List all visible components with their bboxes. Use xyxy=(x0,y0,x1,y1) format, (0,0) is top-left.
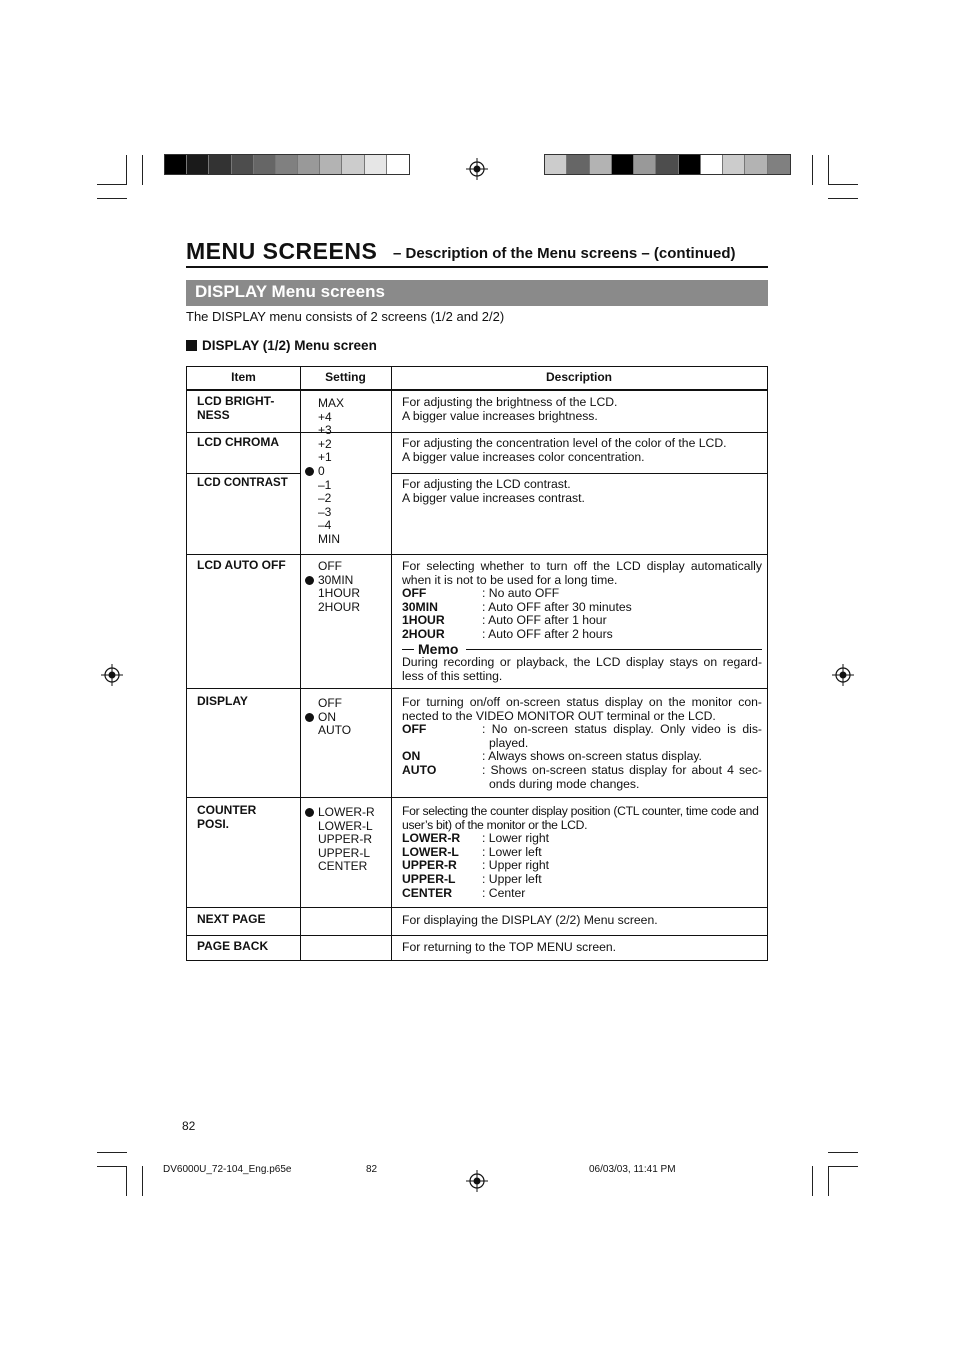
setting-option: –1 xyxy=(318,477,332,492)
row-divider xyxy=(391,473,767,474)
setting-option: –2 xyxy=(318,491,332,506)
auto-off-options xyxy=(402,587,762,641)
settings-table xyxy=(186,366,768,961)
row-divider xyxy=(187,432,391,433)
intro-text: The DISPLAY menu consists of 2 screens (1/2 and 2/2) xyxy=(186,309,505,324)
color-calibration-bar-left xyxy=(164,154,410,175)
setting-options-display xyxy=(301,697,351,738)
counter-description xyxy=(402,805,762,900)
table-row-description: For adjusting the concentration level of the color of the LCD. A bigger value increases color concentration. xyxy=(402,436,727,464)
color-swatch xyxy=(590,155,612,174)
registration-target-icon xyxy=(466,158,488,180)
color-swatch xyxy=(723,155,745,174)
setting-options-auto-off xyxy=(301,560,360,614)
color-swatch xyxy=(768,155,790,174)
option-row: 30MIN : Auto OFF after 30 minutes xyxy=(402,599,632,614)
crop-mark xyxy=(812,1166,813,1196)
color-swatch xyxy=(254,155,276,174)
header-description: Description xyxy=(545,370,612,384)
color-swatch xyxy=(298,155,320,174)
setting-option: 0 xyxy=(301,465,344,479)
color-swatch xyxy=(634,155,656,174)
table-row-description: For adjusting the LCD contrast. A bigger value increases contrast. xyxy=(402,477,585,505)
setting-option: +1 xyxy=(318,450,332,465)
crop-mark xyxy=(126,155,127,185)
color-swatch xyxy=(209,155,231,174)
option-row: 2HOUR : Auto OFF after 2 hours xyxy=(402,626,613,641)
table-row-item: LCD CONTRAST xyxy=(197,477,288,489)
auto-off-description xyxy=(402,560,762,683)
option-row: AUTO : Shows on-screen status display for about 4 sec-onds during mode changes. xyxy=(402,762,762,791)
subheading-text: DISPLAY (1/2) Menu screen xyxy=(202,338,377,353)
setting-option: 30MIN xyxy=(301,574,360,588)
option-row: ON : Always shows on-screen status display. xyxy=(402,749,702,764)
table-row-description: For returning to the TOP MENU screen. xyxy=(402,940,617,954)
default-dot-icon xyxy=(305,467,314,476)
crop-mark xyxy=(812,155,813,185)
row-divider xyxy=(187,797,767,798)
crop-mark xyxy=(97,1152,127,1153)
setting-option: +3 xyxy=(318,423,332,438)
setting-option: +2 xyxy=(318,436,332,451)
display-options xyxy=(402,723,762,791)
option-row: UPPER-R : Upper right xyxy=(402,858,550,873)
table-row-item: DISPLAY xyxy=(197,694,248,708)
table-row-item: NEXT PAGE xyxy=(197,912,266,926)
crop-mark xyxy=(97,198,127,199)
color-calibration-bar-right xyxy=(544,154,791,175)
header-item: Item xyxy=(231,370,256,384)
setting-options-lcd xyxy=(301,397,344,547)
crop-mark xyxy=(828,1166,829,1196)
setting-option: –4 xyxy=(318,518,332,533)
page-number: 82 xyxy=(182,1119,196,1133)
table-row-item: LCD AUTO OFF xyxy=(197,558,286,572)
memo-text: During recording or playback, the LCD display stays on regard-less of this setting. xyxy=(402,655,762,683)
setting-option: 2HOUR xyxy=(318,599,361,614)
setting-option: 1HOUR xyxy=(318,586,361,601)
footer-date: 06/03/03, 11:41 PM xyxy=(589,1164,676,1175)
color-swatch xyxy=(165,155,187,174)
crop-mark xyxy=(97,1166,127,1167)
crop-mark xyxy=(97,184,127,185)
color-swatch xyxy=(701,155,723,174)
header-divider xyxy=(187,389,767,391)
setting-option: MAX xyxy=(318,396,345,410)
crop-mark xyxy=(126,1166,127,1196)
default-dot-icon xyxy=(305,713,314,722)
crop-mark xyxy=(142,1166,143,1196)
color-swatch xyxy=(387,155,409,174)
square-bullet-icon xyxy=(186,340,197,351)
setting-option: UPPER-R xyxy=(318,832,373,847)
table-row-description: For displaying the DISPLAY (2/2) Menu screen. xyxy=(402,913,658,927)
option-row: UPPER-L : Upper left xyxy=(402,871,542,886)
row-divider xyxy=(187,935,767,936)
footer-page: 82 xyxy=(366,1164,378,1175)
color-swatch xyxy=(232,155,254,174)
color-swatch xyxy=(679,155,701,174)
row-divider xyxy=(187,473,300,474)
option-row: OFF : No auto OFF xyxy=(402,586,560,601)
subheading xyxy=(186,338,377,353)
display-description xyxy=(402,696,762,791)
memo-heading xyxy=(402,640,762,657)
setting-option: UPPER-L xyxy=(318,845,371,860)
setting-option: ON xyxy=(301,711,351,725)
color-swatch xyxy=(320,155,342,174)
setting-options-counter xyxy=(301,806,375,874)
crop-mark xyxy=(828,1152,858,1153)
crop-mark xyxy=(142,155,143,185)
display-desc-text: For turning on/off on-screen status display on the monitor con-nected to the VIDEO MONITOR OUT terminal or the LCD. xyxy=(402,695,762,723)
setting-option: CENTER xyxy=(318,859,368,874)
option-row: LOWER-R : Lower right xyxy=(402,831,550,846)
auto-off-desc-text: For selecting whether to turn off the LCD display automatically when it is not to be used for a long time. xyxy=(402,559,762,587)
option-row: 1HOUR : Auto OFF after 1 hour xyxy=(402,613,607,628)
crop-mark xyxy=(828,1166,858,1167)
page-subtitle: – Description of the Menu screens – (continued) xyxy=(393,245,736,262)
setting-option: AUTO xyxy=(318,723,352,738)
counter-options xyxy=(402,832,762,900)
default-dot-icon xyxy=(305,808,314,817)
section-title: DISPLAY Menu screens xyxy=(186,280,768,306)
color-swatch xyxy=(656,155,678,174)
table-row-item: LCD BRIGHT- NESS xyxy=(197,394,275,422)
row-divider xyxy=(391,432,767,433)
color-swatch xyxy=(567,155,589,174)
table-row-item: LCD CHROMA xyxy=(197,435,279,449)
setting-option: OFF xyxy=(318,559,342,573)
color-swatch xyxy=(365,155,387,174)
setting-option: OFF xyxy=(318,696,342,710)
color-swatch xyxy=(612,155,634,174)
row-divider xyxy=(187,907,767,908)
registration-target-icon xyxy=(466,1170,488,1192)
table-row-item: PAGE BACK xyxy=(197,939,269,953)
setting-option: +4 xyxy=(318,409,332,424)
title-divider xyxy=(186,266,768,268)
crop-mark xyxy=(828,155,829,185)
setting-option: LOWER-R xyxy=(301,806,375,820)
option-row: OFF : No on-screen status display. Only video is dis-played. xyxy=(402,722,762,750)
row-divider xyxy=(187,688,767,689)
row-divider xyxy=(187,554,767,555)
setting-option: LOWER-L xyxy=(318,818,373,833)
table-row-item: COUNTER POSI. xyxy=(197,803,257,831)
counter-desc-text: For selecting the counter display position (CTL counter, time code and user’s bit) of the monitor or the LCD. xyxy=(402,804,759,832)
color-swatch xyxy=(276,155,298,174)
option-row: CENTER : Center xyxy=(402,885,526,900)
setting-option: –3 xyxy=(318,504,332,519)
option-row: LOWER-L : Lower left xyxy=(402,844,542,859)
setting-option: MIN xyxy=(318,531,340,546)
color-swatch xyxy=(545,155,567,174)
memo-label: Memo xyxy=(418,640,459,657)
default-dot-icon xyxy=(305,576,314,585)
color-swatch xyxy=(745,155,767,174)
header-setting: Setting xyxy=(325,370,366,384)
registration-target-icon xyxy=(101,664,123,686)
table-row-description: For adjusting the brightness of the LCD. A bigger value increases brightness. xyxy=(402,395,618,423)
column-divider xyxy=(391,367,392,960)
page-title: MENU SCREENS xyxy=(186,238,378,264)
color-swatch xyxy=(187,155,209,174)
color-swatch xyxy=(342,155,364,174)
crop-mark xyxy=(828,198,858,199)
crop-mark xyxy=(828,184,858,185)
registration-target-icon xyxy=(832,664,854,686)
footer-filename: DV6000U_72-104_Eng.p65e xyxy=(163,1164,292,1175)
